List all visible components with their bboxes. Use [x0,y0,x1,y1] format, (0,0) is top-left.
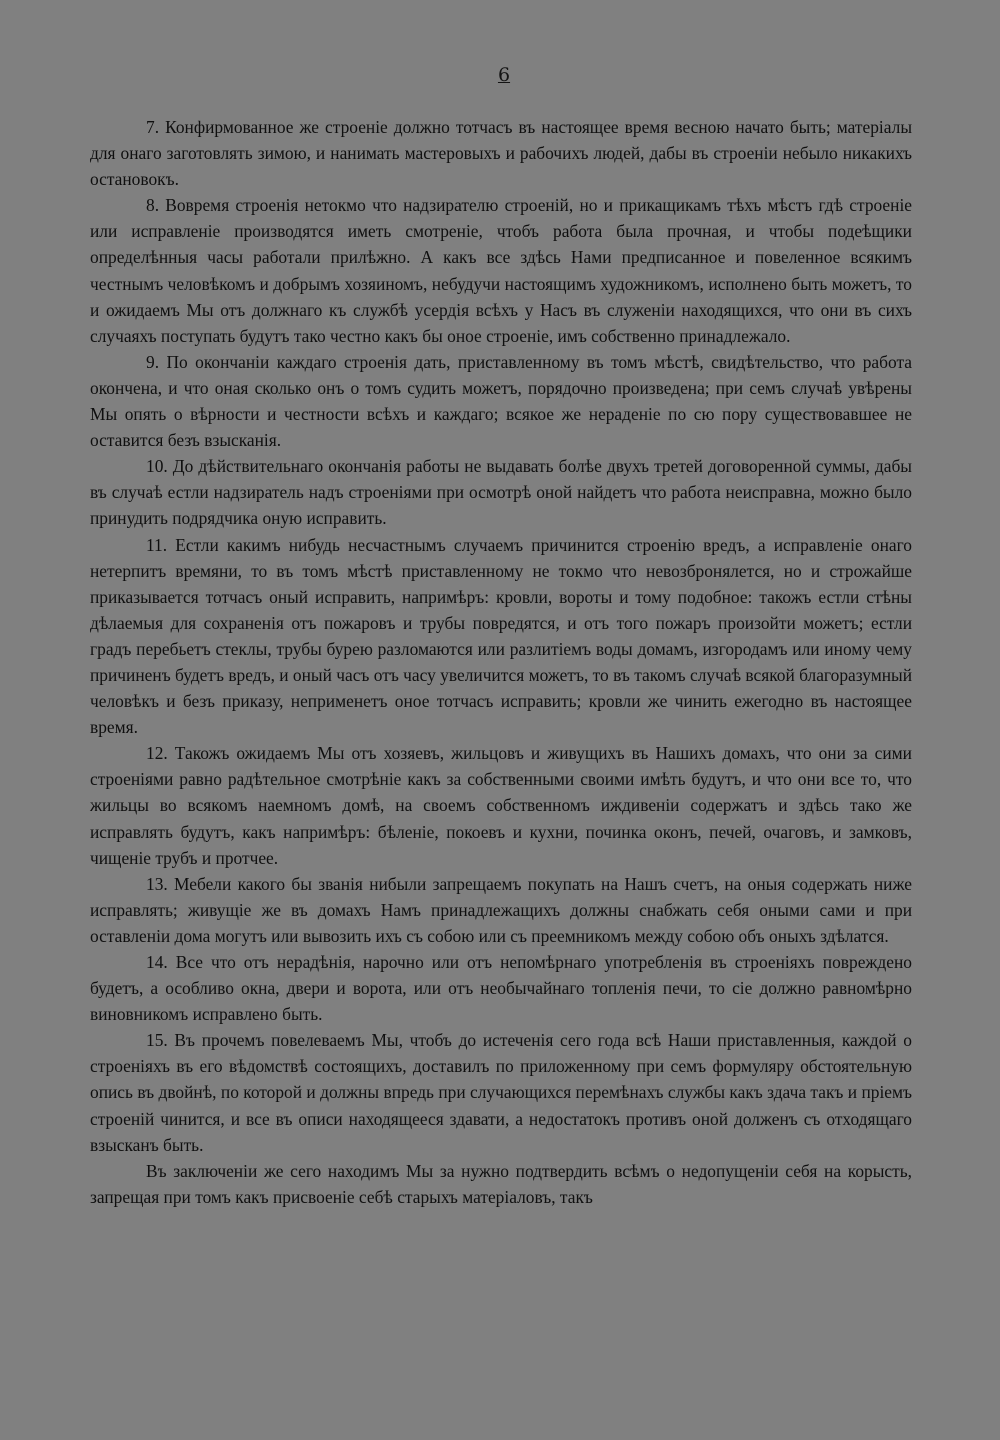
paragraph-14: 14. Все что отъ нерадѣнія, нарочно или отъ непомѣрнаго употребленія въ строеніяхъ повреждено будетъ, а особливо окна, двери и ворота, или отъ необычайнаго топленія печи, то сіе должно равномѣрно виновникомъ исправлено быть. [90,952,912,1025]
paragraph-7: 7. Конфирмованное же строеніе должно тотчасъ въ настоящее время весною начато быть; матеріалы для онаго заготовлять зимою, и нанимать мастеровыхъ и рабочихъ людей, дабы въ строеніи небыло никакихъ остановокъ. [90,117,912,190]
paragraph-12: 12. Такожъ ожидаемъ Мы отъ хозяевъ, жильцовъ и живущихъ въ Нашихъ домахъ, что они за сими строеніями равно радѣтельное смотрѣніе какъ за собственными своими имѣть будутъ, и что они все то, что жильцы во всякомъ наемномъ домѣ, на своемъ собственномъ иждивеніи содержатъ и здѣсь тако же исправлять будутъ, какъ напримѣръ: бѣленіе, покоевъ и кухни, починка оконъ, печей, очаговъ, и замковъ, чищеніе трубъ и протчее. [90,743,912,868]
paragraph-8: 8. Вовремя строенія нетокмо что надзирателю строеній, но и прикащикамъ тѣхъ мѣстъ гдѣ строеніе или исправленіе производятся иметь смотреніе, чтобъ работа была прочная, и чтобы подеѣщики определѣнныя часы работали прилѣжно. А какъ все здѣсь Нами предписанное и повеленное всякимъ честнымъ человѣкомъ и добрымъ хозяиномъ, небудучи настоящимъ художникомъ, исполнено быть можетъ, то и ожидаемъ Мы отъ должнаго къ службѣ усердія всѣхъ у Насъ въ служеніи находящихся, что они въ сихъ случаяхъ поступать будутъ тако честно какъ бы оное строеніе, имъ собственно принадлежало. [90,195,912,346]
paragraph-conclusion: Въ заключеніи же сего находимъ Мы за нужно подтвердить всѣмъ о недопущеніи себя на корысть, запрещая при томъ какъ присвоеніе себѣ старыхъ матеріаловъ, такъ [90,1160,912,1207]
paragraph-10: 10. До дѣйствительнаго окончанія работы не выдавать болѣе двухъ третей договоренной суммы, дабы въ случаѣ естли надзиратель надъ строеніями при осмотрѣ оной найдетъ что работа неисправна, можно было принудить подрядчика оную исправить. [90,456,912,529]
paragraph-15: 15. Въ прочемъ повелеваемъ Мы, чтобъ до истеченія сего года всѣ Наши приставленныя, каждой о строеніяхъ въ его вѣдомствѣ состоящихъ, доставилъ по приложенному при семъ формуляру обстоятельную опись въ двойнѣ, по которой и должны впредь при случающихся перемѣнахъ службы какъ здача такъ и пріемъ строеній чинится, и все въ описи находящееся здавати, а недостатокъ противъ оной долженъ съ отходящаго взысканъ быть. [90,1030,912,1155]
page-number: 6 [497,64,511,86]
document-body [90,114,912,1210]
paragraph-9: 9. По окончаніи каждаго строенія дать, приставленному въ томъ мѣстѣ, свидѣтельство, что работа окончена, и что оная сколько онъ о томъ судить можетъ, порядочно произведена; при семъ случаѣ увѣрены Мы опять о вѣрности и честности всѣхъ и каждаго; всякое же нераденіе по сю пору существовавшее не оставится безъ взысканія. [90,351,912,451]
paragraph-11: 11. Естли какимъ нибудь несчастнымъ случаемъ причинится строенію вредъ, а исправленіе онаго нетерпитъ времяни, то въ томъ мѣстѣ приставленному не токмо что невозбронялется, но и строжайше приказывается тотчасъ оный исправить, напримѣръ: кровли, вороты и тому подобное: такожъ естли стѣны дѣлаемыя для сохраненія отъ пожаровъ и трубы повредятся, и отъ того пожаръ произойти можетъ; естли градъ перебьетъ стеклы, трубы бурею разломаются или разлитіемъ воды домамъ, изгородамъ или иному чему причиненъ будетъ вредъ, и оный часъ отъ часу увеличится можетъ, то въ такомъ случаѣ всякой благоразумный человѣкъ и безъ приказу, неприменетъ оное тотчасъ исправить; кровли же чинить ежегодно въ настоящее время. [90,534,913,738]
paragraph-13: 13. Мебели какого бы званія нибыли запрещаемъ покупать на Нашъ счетъ, на оныя содержать ниже исправлять; живущіе же въ домахъ Намъ принадлежащихъ должны снабжать себя оными сами и при оставленіи дома могутъ или вывозить ихъ съ собою или съ преемникомъ между собою объ оныхъ здѣлатся. [90,873,912,946]
